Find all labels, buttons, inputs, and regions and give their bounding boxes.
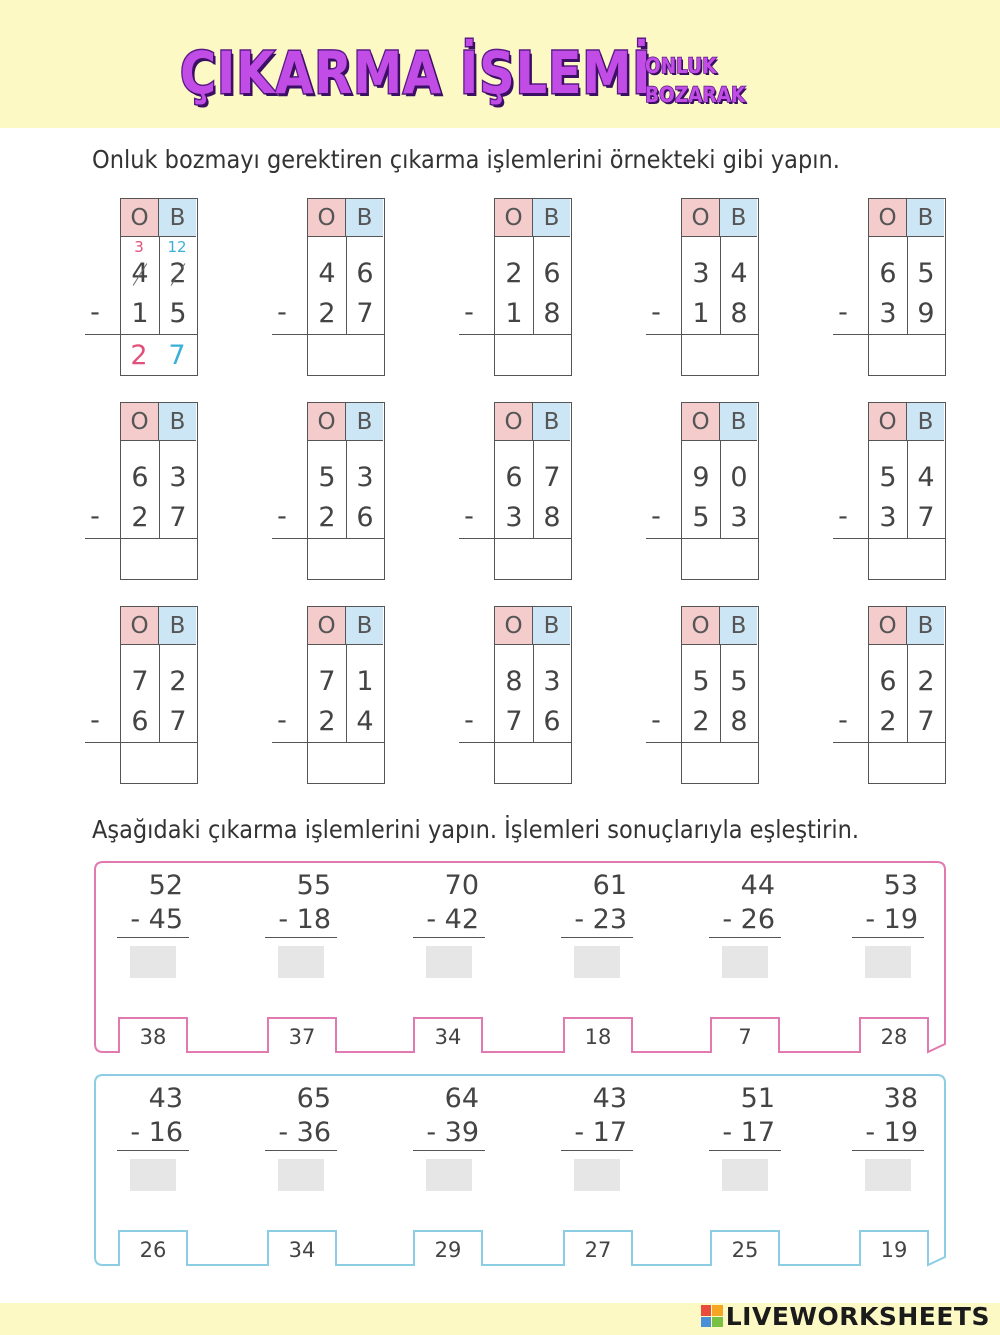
subtrahend-ones: 6 <box>356 502 374 533</box>
brand-logo <box>701 1299 990 1333</box>
ones-header: B <box>533 607 570 645</box>
subtrahend-tens: 2 <box>692 706 710 737</box>
brand-name: LIVEWORKSHEETS <box>725 1301 990 1331</box>
tens-header: O <box>121 607 159 645</box>
subtrahend-tens: 3 <box>879 502 897 533</box>
subtrahend-tens: 1 <box>131 298 149 329</box>
minuend-tens: 5 <box>879 462 897 493</box>
subtrahend: - 23 <box>561 903 633 938</box>
tens-header: O <box>682 199 720 237</box>
minus-sign: - <box>90 297 100 328</box>
minus-sign: - <box>277 705 287 736</box>
minuend: 38 <box>883 1083 918 1114</box>
matching-problem <box>852 1082 924 1191</box>
minuend-tens: 6 <box>505 462 523 493</box>
minus-sign: - <box>838 297 848 328</box>
subtrahend-ones: 8 <box>543 298 561 329</box>
minuend-tens: 7 <box>131 666 149 697</box>
subtrahend: - 45 <box>117 903 189 938</box>
minuend: 70 <box>444 870 479 901</box>
subtrahend-ones: 9 <box>917 298 935 329</box>
minuend: 53 <box>883 870 918 901</box>
ones-header: B <box>346 607 383 645</box>
matching-problem <box>852 869 924 978</box>
borrow-tens-note: 3 <box>134 238 144 256</box>
subtrahend-tens: 3 <box>505 502 523 533</box>
minuend-tens: 3 <box>692 258 710 289</box>
minuend-ones: 2 <box>169 258 187 289</box>
matching-answer[interactable]: 26 <box>139 1238 167 1262</box>
minuend-tens: 5 <box>692 666 710 697</box>
matching-answer[interactable]: 37 <box>288 1025 316 1049</box>
minuend-tens: 4 <box>318 258 336 289</box>
ones-header: B <box>533 403 570 441</box>
subtrahend-tens: 6 <box>131 706 149 737</box>
minuend: 64 <box>444 1083 479 1114</box>
minuend-ones: 4 <box>917 462 935 493</box>
tens-header: O <box>682 607 720 645</box>
minuend-tens: 4 <box>131 258 149 289</box>
minuend-ones: 6 <box>356 258 374 289</box>
answer-input-box[interactable] <box>278 1159 324 1191</box>
matching-answer[interactable]: 19 <box>880 1238 908 1262</box>
minuend: 43 <box>148 1083 183 1114</box>
minuend-ones: 5 <box>730 666 748 697</box>
minuend-ones: 0 <box>730 462 748 493</box>
matching-answer[interactable]: 34 <box>288 1238 316 1262</box>
subtrahend-tens: 2 <box>318 706 336 737</box>
matching-problem <box>265 1082 337 1191</box>
subtrahend-ones: 6 <box>543 706 561 737</box>
matching-problem <box>709 869 781 978</box>
minuend-ones: 7 <box>543 462 561 493</box>
answer-input-box[interactable] <box>278 946 324 978</box>
subtrahend-ones: 7 <box>917 706 935 737</box>
minuend-ones: 2 <box>917 666 935 697</box>
subtrahend: - 26 <box>709 903 781 938</box>
ones-header: B <box>720 607 757 645</box>
answer-input-box[interactable] <box>426 946 472 978</box>
minuend-tens: 5 <box>318 462 336 493</box>
minuend-tens: 2 <box>505 258 523 289</box>
ones-header: B <box>159 403 196 441</box>
subtrahend-ones: 4 <box>356 706 374 737</box>
tens-header: O <box>121 403 159 441</box>
minuend-ones: 5 <box>917 258 935 289</box>
tens-header: O <box>308 403 346 441</box>
subtrahend-tens: 2 <box>131 502 149 533</box>
subtrahend-tens: 2 <box>318 298 336 329</box>
minuend-ones: 1 <box>356 666 374 697</box>
subtrahend: - 16 <box>117 1116 189 1151</box>
minuend-ones: 3 <box>543 666 561 697</box>
subtrahend-ones: 5 <box>169 298 187 329</box>
matching-problem <box>117 1082 189 1191</box>
subtrahend-tens: 7 <box>505 706 523 737</box>
matching-answer[interactable]: 29 <box>434 1238 462 1262</box>
subtrahend-ones: 7 <box>169 706 187 737</box>
tens-header: O <box>495 199 533 237</box>
tens-header: O <box>682 403 720 441</box>
subtrahend-ones: 7 <box>356 298 374 329</box>
minuend-ones: 3 <box>169 462 187 493</box>
ones-header: B <box>907 607 944 645</box>
minus-sign: - <box>277 501 287 532</box>
minuend: 51 <box>740 1083 775 1114</box>
minuend: 43 <box>592 1083 627 1114</box>
ones-header: B <box>907 403 944 441</box>
minuend: 44 <box>740 870 775 901</box>
answer-input-box[interactable] <box>722 1159 768 1191</box>
pink-panel-border <box>95 862 945 1052</box>
matching-answer[interactable]: 34 <box>434 1025 462 1049</box>
minuend-ones: 2 <box>169 666 187 697</box>
tens-header: O <box>869 403 907 441</box>
minus-sign: - <box>651 705 661 736</box>
subtrahend: - 17 <box>709 1116 781 1151</box>
subtrahend-ones: 8 <box>543 502 561 533</box>
matching-problem <box>265 869 337 978</box>
tens-header: O <box>495 607 533 645</box>
tens-header: O <box>308 199 346 237</box>
result-tens: 2 <box>130 340 148 371</box>
tens-header: O <box>869 607 907 645</box>
minuend-tens: 6 <box>131 462 149 493</box>
answer-input-box[interactable] <box>130 946 176 978</box>
subtitle-line-2: BOZARAK <box>645 83 746 107</box>
answer-input-box[interactable] <box>130 1159 176 1191</box>
minuend-ones: 6 <box>543 258 561 289</box>
ones-header: B <box>346 199 383 237</box>
subtrahend-ones: 7 <box>169 502 187 533</box>
minus-sign: - <box>464 297 474 328</box>
subtrahend-ones: 7 <box>917 502 935 533</box>
subtrahend-ones: 8 <box>730 706 748 737</box>
subtrahend-ones: 8 <box>730 298 748 329</box>
subtrahend: - 18 <box>265 903 337 938</box>
ones-header: B <box>907 199 944 237</box>
minus-sign: - <box>277 297 287 328</box>
subtrahend-ones: 3 <box>730 502 748 533</box>
ones-header: B <box>159 199 196 237</box>
matching-answer[interactable]: 7 <box>738 1025 752 1049</box>
subtrahend-tens: 3 <box>879 298 897 329</box>
matching-problem <box>561 1082 633 1191</box>
minuend-tens: 6 <box>879 258 897 289</box>
tens-header: O <box>495 403 533 441</box>
page-title: ÇIKARMA İŞLEMİ <box>180 39 652 107</box>
subtrahend-tens: 2 <box>318 502 336 533</box>
matching-answer[interactable]: 25 <box>731 1238 759 1262</box>
answer-input-box[interactable] <box>722 946 768 978</box>
blue-panel-border <box>95 1075 945 1265</box>
subtrahend: - 42 <box>413 903 485 938</box>
answer-input-box[interactable] <box>426 1159 472 1191</box>
subtrahend: - 17 <box>561 1116 633 1151</box>
minuend-ones: 3 <box>356 462 374 493</box>
subtrahend: - 36 <box>265 1116 337 1151</box>
minuend: 61 <box>592 870 627 901</box>
borrow-ones-note: 12 <box>167 238 187 256</box>
result-ones: 7 <box>168 340 186 371</box>
minus-sign: - <box>838 501 848 532</box>
minus-sign: - <box>90 705 100 736</box>
subtrahend: - 39 <box>413 1116 485 1151</box>
matching-answer[interactable]: 28 <box>880 1025 908 1049</box>
ones-header: B <box>533 199 570 237</box>
ones-header: B <box>159 607 196 645</box>
answer-input-box[interactable] <box>574 1159 620 1191</box>
minuend: 55 <box>296 870 331 901</box>
minus-sign: - <box>838 705 848 736</box>
minuend-ones: 4 <box>730 258 748 289</box>
matching-problem <box>709 1082 781 1191</box>
subtitle-line-1: ONLUK <box>645 54 717 78</box>
minus-sign: - <box>90 501 100 532</box>
subtrahend-tens: 2 <box>879 706 897 737</box>
minus-sign: - <box>464 705 474 736</box>
tens-header: O <box>869 199 907 237</box>
matching-problem <box>413 1082 485 1191</box>
tens-header: O <box>121 199 159 237</box>
subtrahend: - 19 <box>852 1116 924 1151</box>
minuend-tens: 8 <box>505 666 523 697</box>
matching-answer[interactable]: 18 <box>584 1025 612 1049</box>
matching-answer[interactable]: 38 <box>139 1025 167 1049</box>
instruction-part-2: Aşağıdaki çıkarma işlemlerini yapın. İşlemleri sonuçlarıyla eşleştirin. <box>92 815 860 844</box>
subtrahend-tens: 1 <box>505 298 523 329</box>
tens-header: O <box>308 607 346 645</box>
minuend-tens: 6 <box>879 666 897 697</box>
matching-problem <box>413 869 485 978</box>
matching-problem <box>561 869 633 978</box>
minuend: 65 <box>296 1083 331 1114</box>
brand-logo-icon <box>701 1305 723 1327</box>
ones-header: B <box>720 403 757 441</box>
minus-sign: - <box>464 501 474 532</box>
minuend-tens: 7 <box>318 666 336 697</box>
answer-input-box[interactable] <box>865 1159 911 1191</box>
answer-input-box[interactable] <box>574 946 620 978</box>
subtrahend-tens: 5 <box>692 502 710 533</box>
matching-problem <box>117 869 189 978</box>
subtrahend-tens: 1 <box>692 298 710 329</box>
matching-answer[interactable]: 27 <box>584 1238 612 1262</box>
minuend-tens: 9 <box>692 462 710 493</box>
ones-header: B <box>346 403 383 441</box>
subtrahend: - 19 <box>852 903 924 938</box>
instruction-part-1: Onluk bozmayı gerektiren çıkarma işlemlerini örnekteki gibi yapın. <box>92 145 840 174</box>
answer-input-box[interactable] <box>865 946 911 978</box>
minus-sign: - <box>651 297 661 328</box>
minus-sign: - <box>651 501 661 532</box>
minuend: 52 <box>148 870 183 901</box>
ones-header: B <box>720 199 757 237</box>
